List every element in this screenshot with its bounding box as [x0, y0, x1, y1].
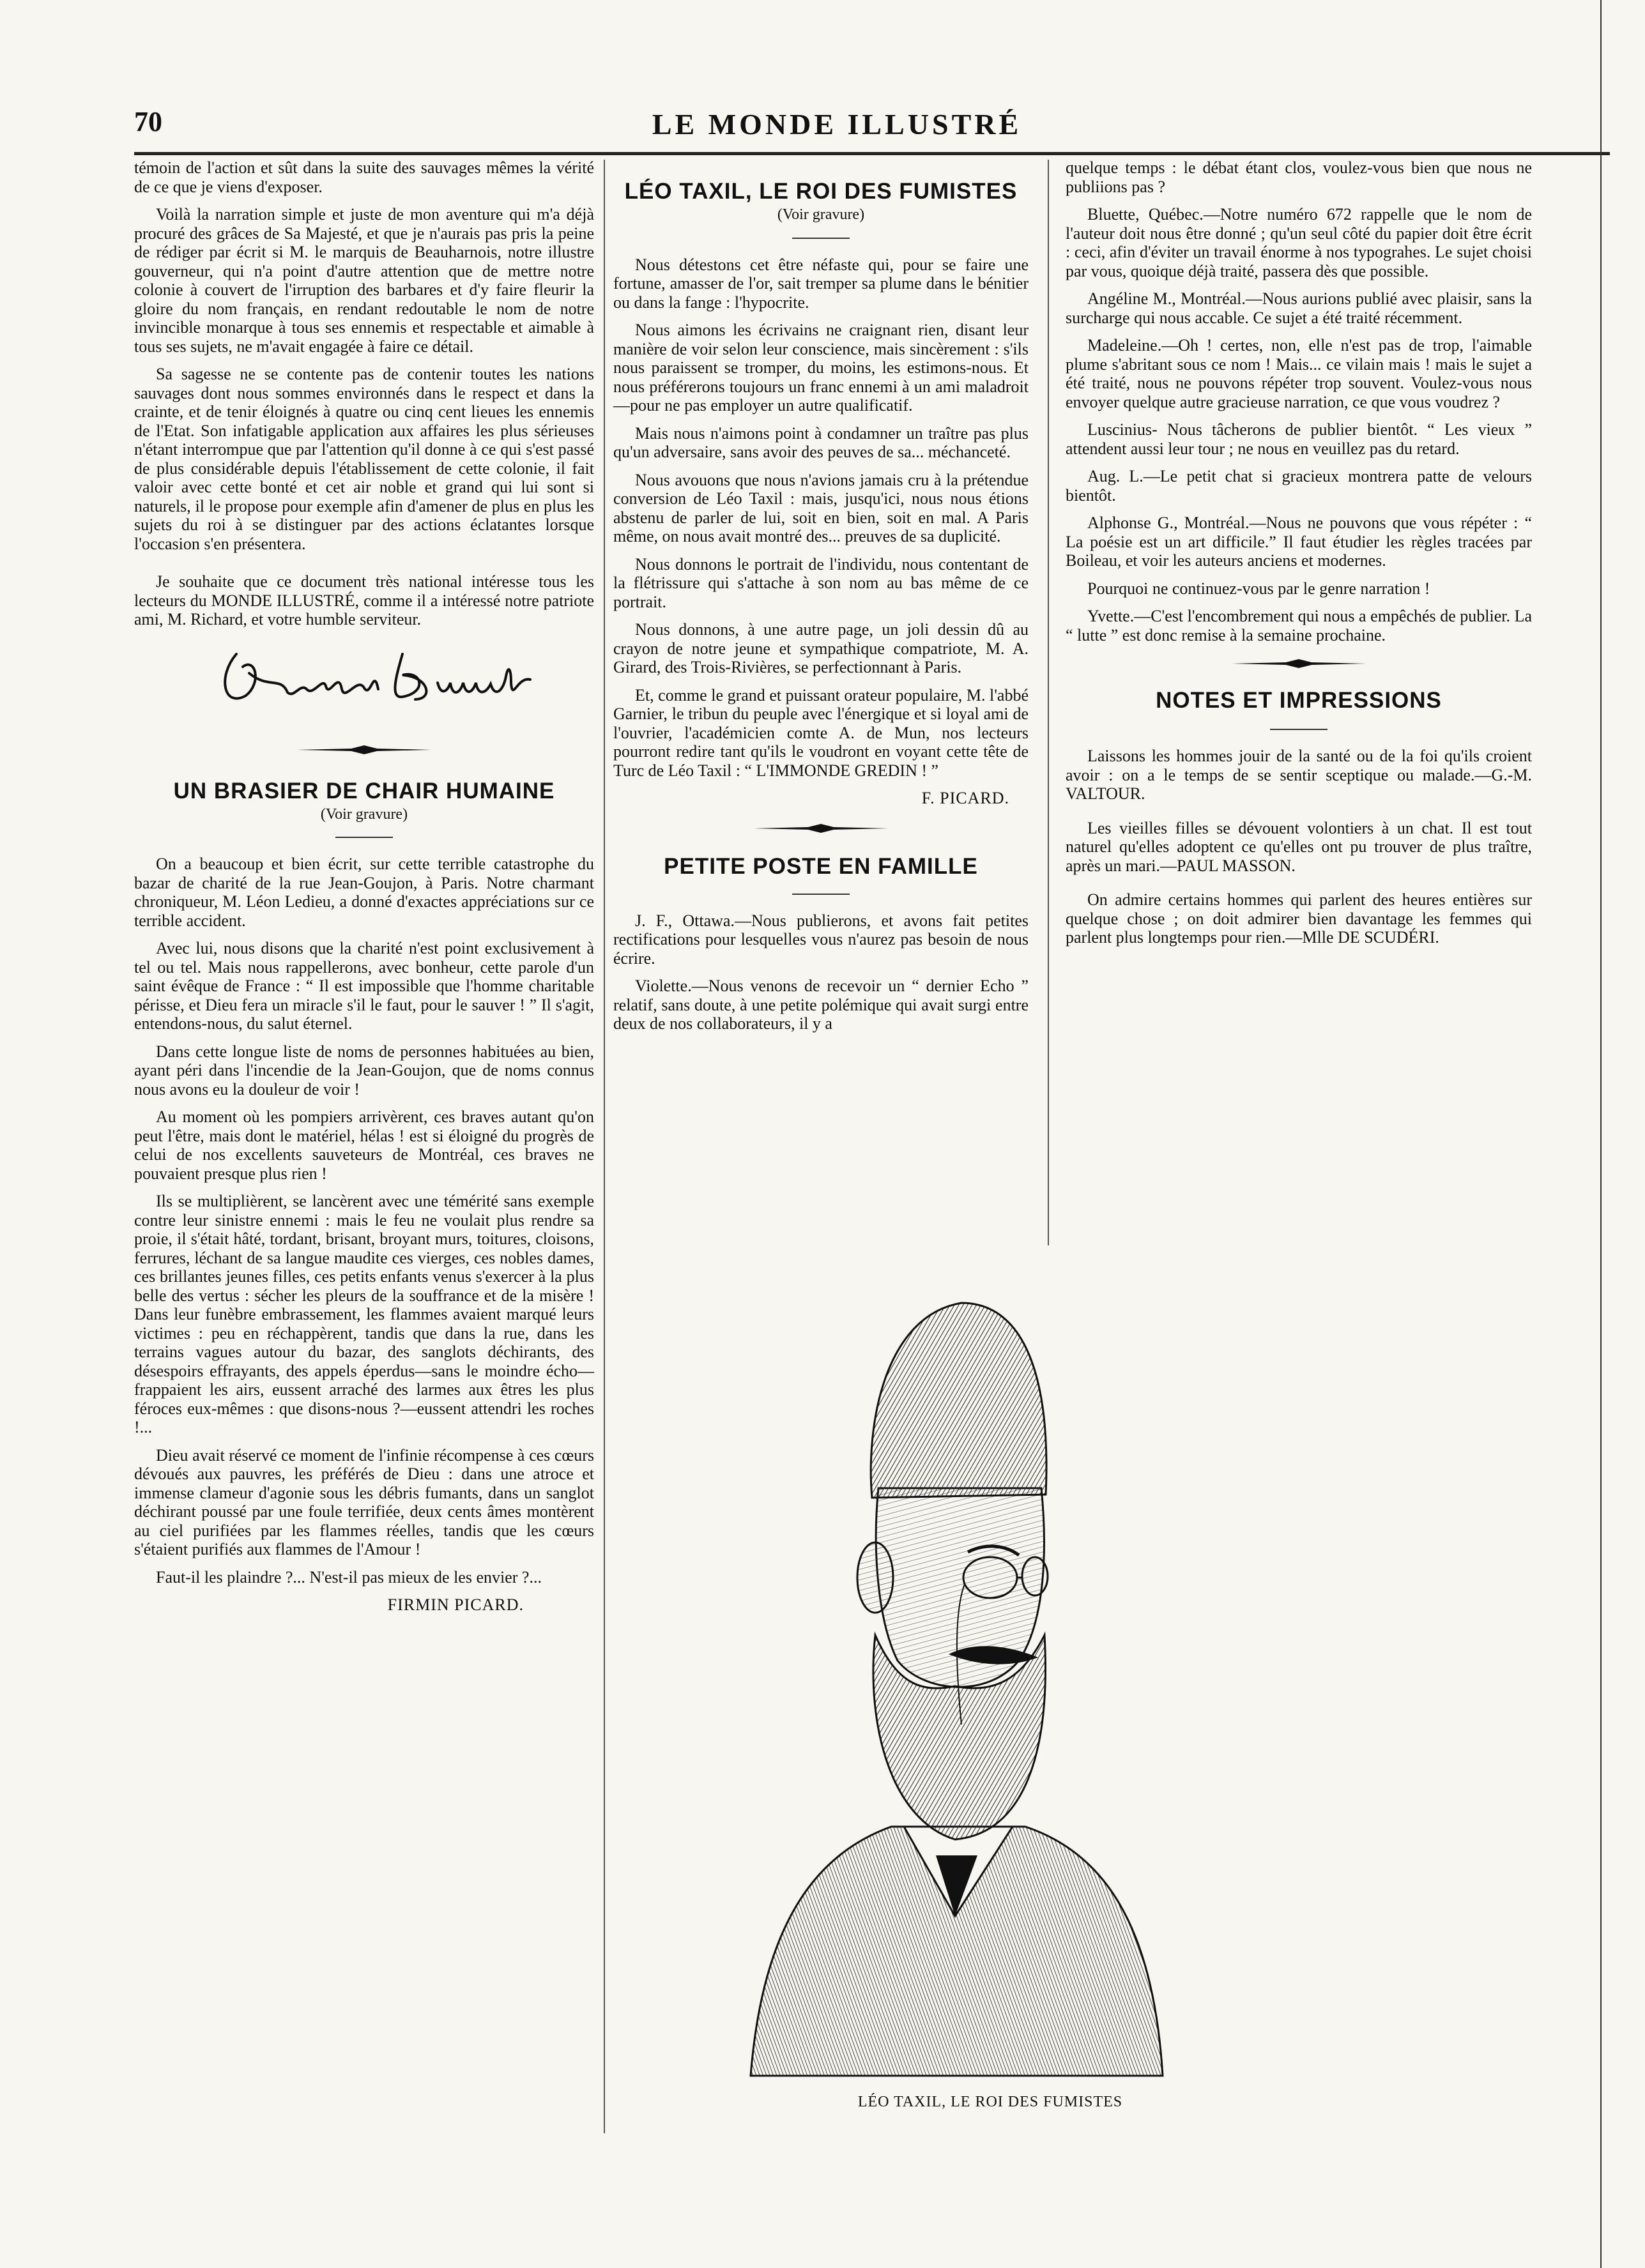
- section-ornament: [294, 743, 434, 756]
- paragraph: Madeleine.—Oh ! certes, non, elle n'est pas de trop, l'aimable plume s'abritant sous ce nom ! Mais... ce vilain mais ! mais le sujet a été traité, nous ne pouvons répéter trop souvent. Voulez-vous nous envoyer quelque autre gracieuse narration, ce que vous voudrez ?: [1066, 336, 1532, 411]
- paragraph: Ils se multiplièrent, se lancèrent avec une témérité sans exemple contre leur sinistre ennemi : mais le feu ne voulait plus rendre sa proie, il s'était hâté, tordant, brisant, broyant murs, toitures, cloisons, ferrures, léchant de sa langue maudite ces vierges, ces nobles dames, ces brillantes jeunes filles, ces petits enfants venus s'exercer à la plus belle des vertus : sécher les pleurs de la souffrance et de la misère ! Dans leur funèbre embrassement, les flammes avaient marqué leurs victimes : peu en réchappèrent, tandis que dans la rue, dans les terrains vagues autour du bazar, des sanglots déchirants, des désespoirs effrayants, des appels éperdus—sans le moindre écho—frappaient les airs, eussent arraché des larmes aux êtres les plus féroces eux-mêmes : que disons-nous ?—eussent attendri les roches !...: [134, 1192, 594, 1436]
- paragraph: Sa sagesse ne se contente pas de contenir toutes les nations sauvages dont nous sommes environnés dans le respect et dans la crainte, et de tenir éloignés à quatre ou cinq cent lieues les ennemis de l'Etat. Son infatigable application aux affaires les plus sérieuses n'étant interrompue que par l'attention qu'il donne à ce qui s'est passé de plus considérable depuis l'établissement de cette colonie, il fait valoir avec cette bonté et cet air noble et grand qui lui sont si naturels, il le propose pour exemple afin d'amener de plus en plus les sujets du roi à se distinguer par des actions éclatantes lorsque l'occasion s'en présentera.: [134, 365, 594, 553]
- paragraph: Nous détestons cet être néfaste qui, pour se faire une fortune, amasser de l'or, sait tremper sa plume dans le bénitier ou dans la fange : l'hypocrite.: [613, 255, 1029, 312]
- paragraph: Dieu avait réservé ce moment de l'infinie récompense à ces cœurs dévoués aux pauvres, les préférés de Dieu : dans une atroce et immense clameur d'agonie sous les débris fumants, dans un sanglot déchirant poussé par une foule terrifiée, deux cents âmes montèrent au ciel purifiées par les flammes réelles, tandis que les cœurs s'étaient purifiés aux flammes de l'Amour !: [134, 1445, 594, 1558]
- article-title: UN BRASIER DE CHAIR HUMAINE: [173, 778, 555, 803]
- column-2: [613, 179, 1029, 1042]
- header-rule: [134, 152, 1610, 155]
- column-rule: [1048, 160, 1049, 1245]
- paragraph: Aug. L.—Le petit chat si gracieux montrera patte de velours bientôt.: [1066, 467, 1532, 505]
- paragraph: On admire certains hommes qui parlent des heures entières sur quelque chose ; on doit admirer bien davantage les femmes qui parlent plus longtemps pour rien.—Mlle DE SCUDÉRI.: [1066, 890, 1532, 947]
- paragraph: Je souhaite que ce document très national intéresse tous les lecteurs du MONDE ILLUSTRÉ, comme il a intéressé notre patriote ami, M. Richard, et votre humble serviteur.: [134, 572, 594, 628]
- article-title: LÉO TAXIL, LE ROI DES FUMISTES: [624, 179, 1018, 204]
- paragraph: Faut-il les plaindre ?... N'est-il pas mieux de les envier ?...: [156, 1567, 542, 1587]
- paragraph: Luscinius- Nous tâcherons de publier bientôt. “ Les vieux ” attendent aussi leur tour ; ne nous en veuillez pas du retard.: [1066, 420, 1532, 458]
- column-rule: [604, 160, 605, 2133]
- section-title: PETITE POSTE EN FAMILLE: [664, 853, 978, 879]
- column-1: [134, 158, 594, 1624]
- paragraph: Mais nous n'aimons point à condamner un traître pas plus qu'un adversaire, sans avoir des peuves de sa... méchanceté.: [613, 423, 1029, 461]
- paragraph: Dans cette longue liste de noms de personnes habituées au bien, ayant péri dans l'incendie de la Jean-Goujon, que de noms connus nous avons eu la douleur de voir !: [134, 1042, 594, 1099]
- title-rule: [792, 238, 850, 239]
- paragraph: Nous donnons le portrait de l'individu, nous contentant de la flétrissure qui s'attache à son nom au bas même de ce portrait.: [613, 554, 1029, 611]
- paragraph: Pourquoi ne continuez-vous par le genre narration !: [1087, 579, 1430, 598]
- paragraph: Alphonse G., Montréal.—Nous ne pouvons que vous répéter : “ La poésie est un art difficile.” Il faut étudier les règles tracées par Boileau, et voir les auteurs anciens et modernes.: [1066, 514, 1532, 570]
- paragraph: Nous avouons que nous n'avions jamais cru à la prétendue conversion de Léo Taxil : mais, jusqu'ici, nous nous étions abstenu de parler de lui, soit en bien, soit en mal. A Paris même, on nous avait montré des... preuves de sa duplicité.: [613, 470, 1029, 545]
- page-edge: [1600, 0, 1602, 2268]
- paragraph: Angéline M., Montréal.—Nous aurions publié avec plaisir, sans la surcharge qui nous accable. Ce sujet a été traité récemment.: [1066, 289, 1532, 327]
- paragraph: Au moment où les pompiers arrivèrent, ces braves autant qu'on peut l'être, mais dont le matériel, hélas ! est si éloigné du progrès de celui de nos excellents sauveteurs de Montréal, ces braves ne pouvaient presque plus rien !: [134, 1107, 594, 1183]
- title-rule: [335, 837, 393, 838]
- paragraph: quelque temps : le débat étant clos, voulez-vous bien que nous ne publiions pas ?: [1066, 158, 1532, 196]
- paragraph: Nous donnons, à une autre page, un joli dessin dû au crayon de notre jeune et sympathique compatriote, M. A. Girard, des Trois-Rivières, se perfectionnant à Paris.: [613, 620, 1029, 676]
- paragraph: Laissons les hommes jouir de la santé ou de la foi qu'ils croient avoir : on a le temps de se sentir sceptique ou malade.—G.-M. VALTOUR.: [1066, 747, 1532, 803]
- running-title: LE MONDE ILLUSTRÉ: [652, 108, 1022, 141]
- section-title: NOTES ET IMPRESSIONS: [1156, 688, 1442, 713]
- title-rule: [792, 894, 850, 895]
- portrait-engraving: [744, 1277, 1166, 2082]
- paragraph: Bluette, Québec.—Notre numéro 672 rappelle que le nom de l'auteur doit nous être donné ; qu'un seul côté du papier doit être écrit : ceci, afin d'éviter un travail énorme à nos typograhes. Le sujet choisi par vous, quoique déjà traité, passera dès que possible.: [1066, 205, 1532, 280]
- paragraph: Violette.—Nous venons de recevoir un “ dernier Echo ” relatif, sans doute, à une petite polémique qui avait surgi entre deux de nos collaborateurs, il y a: [613, 977, 1029, 1033]
- section-ornament: [751, 822, 891, 835]
- paragraph: Avec lui, nous disons que la charité n'est point exclusivement à tel ou tel. Mais nous rappellerons, avec bonheur, cette parole d'un saint évêque de France : “ Il est impossible que l'homme charitable périsse, et Dieu fera un miracle s'il le faut, pour le sauver ! ” Il s'agit, entendons-nous, du salut éternel.: [134, 939, 594, 1033]
- article-signature: F. PICARD.: [921, 789, 1009, 807]
- paragraph: On a beaucoup et bien écrit, sur cette terrible catastrophe du bazar de charité de la rue Jean-Goujon, à Paris. Notre charmant chroniqueur, M. Léon Ledieu, a donné d'exactes appréciations sur ce terrible accident.: [134, 855, 594, 930]
- paragraph: Voilà la narration simple et juste de mon aventure qui m'a déjà procuré des grâces de Sa Majesté, et que je n'aurais pas pris la peine de rédiger par écrit si M. le marquis de Beauharnois, notre illustre gouverneur, qui n'a point d'autre attention que de mettre notre colonie à couvert de l'irruption des barbares et d'y faire fleurir la gloire du nom français, en rendant redoutable le nom de notre invincible monarque à tous ses ennemis et respectable et aimable à tous ses sujets, ne m'avait engagée à faire ce détail.: [134, 205, 594, 356]
- page-number: 70: [134, 106, 162, 137]
- article-subtitle: (Voir gravure): [777, 206, 865, 223]
- paragraph: Les vieilles filles se dévouent volontiers à un chat. Il est tout naturel qu'elles adoptent ce qu'elles ont pu trouver de plus traître, après un mari.—PAUL MASSON.: [1066, 818, 1532, 875]
- paragraph: Yvette.—C'est l'encombrement qui nous a empêchés de publier. La “ lutte ” est donc remise à la semaine prochaine.: [1066, 607, 1532, 644]
- article-subtitle: (Voir gravure): [320, 805, 408, 823]
- section-ornament: [1228, 657, 1369, 670]
- handwritten-signature: [211, 638, 543, 715]
- paragraph: témoin de l'action et sût dans la suite des sauvages mêmes la vérité de ce que je viens d'exposer.: [134, 158, 594, 196]
- article-signature: FIRMIN PICARD.: [387, 1595, 524, 1614]
- title-rule: [1270, 729, 1327, 730]
- paragraph: Nous aimons les écrivains ne craignant rien, disant leur manière de voir selon leur conscience, mais sincèrement : s'ils nous paraissent se tromper, du moins, les estimons-nous. Et nous préférerons toujours un franc ennemi à un ami maladroit—pour ne pas employer un autre qualificatif.: [613, 321, 1029, 415]
- column-3: [1066, 158, 1532, 956]
- portrait-caption: LÉO TAXIL, LE ROI DES FUMISTES: [857, 2094, 1123, 2110]
- paragraph: J. F., Ottawa.—Nous publierons, et avons fait petites rectifications pour lesquelles vous n'aurez pas besoin de nous écrire.: [613, 911, 1029, 968]
- paragraph: Et, comme le grand et puissant orateur populaire, M. l'abbé Garnier, le tribun du peuple avec l'énergique et si loyal ami de l'ouvrier, l'académicien comte A. de Mun, nos lecteurs pourront redire tant qu'ils le voudront en voyant cette tête de Turc de Léo Taxil : “ L'IMMONDE GREDIN ! ”: [613, 685, 1029, 780]
